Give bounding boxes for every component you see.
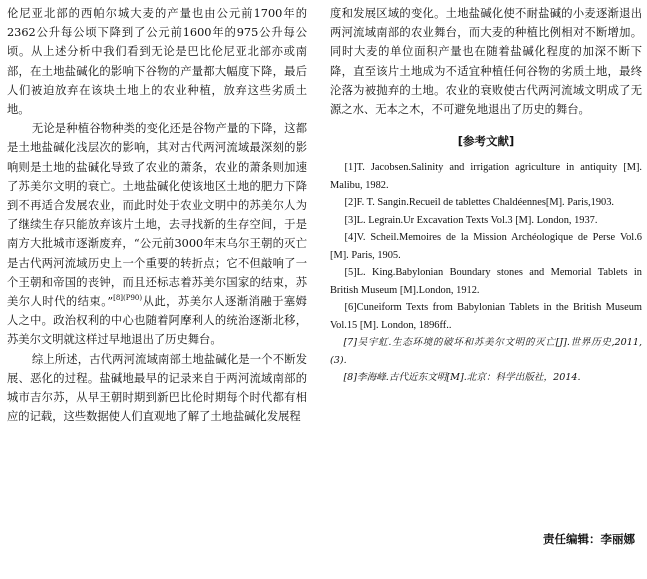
reference-item: [4]V. Scheil.Memoires de la Mission Archéologique de Perse Vol.6 [M]. Paris, 1905. <box>330 232 642 261</box>
references-list <box>330 159 642 387</box>
left-paragraph-3: 综上所述，古代两河流域南部土地盐碱化是一个不断发展、恶化的过程。盐碱地最早的记录来自于两河流域南部的城市吉尔苏，从早王朝时期到新巴比伦时期每个时代都有相应的记载，这些数据使人们直观地了解了土地盐碱化发展程 <box>7 352 307 424</box>
references-heading: [参考文献] <box>457 134 515 149</box>
citation-marker: [8](P90) <box>113 294 143 303</box>
reference-item: [6]Cuneiform Texts from Babylonian Tablets in the British Museum Vol.15 [M]. London, 1896ff.. <box>330 302 642 331</box>
reference-item: [1]T. Jacobsen.Salinity and irrigation agriculture in antiquity [M]. Malibu, 1982. <box>330 162 642 191</box>
left-paragraph-1: 伦尼亚北部的西帕尔城大麦的产量也由公元前1700年的2362公升每公顷下降到了公元前1600年的975公升每公顷。从上述分析中我们看到无论是巴比伦尼亚北部亦或南部，在土地盐碱化的影响下谷物的产量都大幅度下降，最后人们被迫放弃在该块土地上的农业种植，放弃这些劣质土地。 <box>7 7 307 117</box>
reference-item: [5]L. King.Babylonian Boundary stones and Memorial Tablets in British Museum [M].London, 1912. <box>330 267 642 296</box>
reference-item: [2]F. T. Sangin.Recueil de tablettes Chaldéennes[M]. Paris,1903. <box>344 197 615 209</box>
reference-item: [8]李海峰.古代近东文明[M].北京：科学出版社，2014. <box>343 372 581 384</box>
reference-item: [3]L. Legrain.Ur Excavation Texts Vol.3 [M]. London, 1937. <box>344 214 598 226</box>
left-paragraph-2-start: 无论是种植谷物种类的变化还是谷物产量的下降，这都是土地盐碱化浅层次的影响，其对古代两河流域最深刻的影响则是土地的盐碱化导致了农业的萧条，农业的萧条则加速了苏美尔文明的衰亡。土地盐碱化使该地区土地的肥力下降到不再适合发展农业，而此时处于农业文明中的苏美尔人为了继续生存只能放弃该片土地，去寻找新的生存空间，于是南方大批城市逐渐废弃，“公元前3000年末乌尔王朝的灭亡是古代两河流域历史上一个重要的转折点；它不但敲响了一个王朝和帝国的丧钟，而且还标志着苏美尔国家的结束，苏美尔人时代的结束。” <box>7 122 307 309</box>
right-paragraph-1: 度和发展区域的变化。土地盐碱化使不耐盐碱的小麦逐渐退出两河流域南部的农业舞台，而大麦的种植比例相对不断增加。同时大麦的单位面积产量也在随着盐碱化程度的加深不断下降，直至该片土地成为不适宜种植任何谷物的劣质土地，最终沦落为被抛弃的土地。农业的衰败使古代两河流域文明成了无源之水、无本之木，不可避免地退出了历史的舞台。 <box>330 7 642 117</box>
responsible-editor: 责任编辑：李丽娜 <box>543 532 635 546</box>
left-column <box>7 4 307 426</box>
right-column <box>330 4 642 387</box>
left-paragraph-2-end: 从此，苏美尔人逐渐消融于塞姆人之中。政治权利的中心也随着阿摩利人的统治逐渐北移，苏美尔文明就这样过早地退出了历史舞台。 <box>7 295 307 347</box>
reference-item: [7]吴宇虹.生态环境的破坏和苏美尔文明的灭亡[J].世界历史,2011,(3). <box>330 337 642 366</box>
left-paragraph-2 <box>7 119 307 349</box>
